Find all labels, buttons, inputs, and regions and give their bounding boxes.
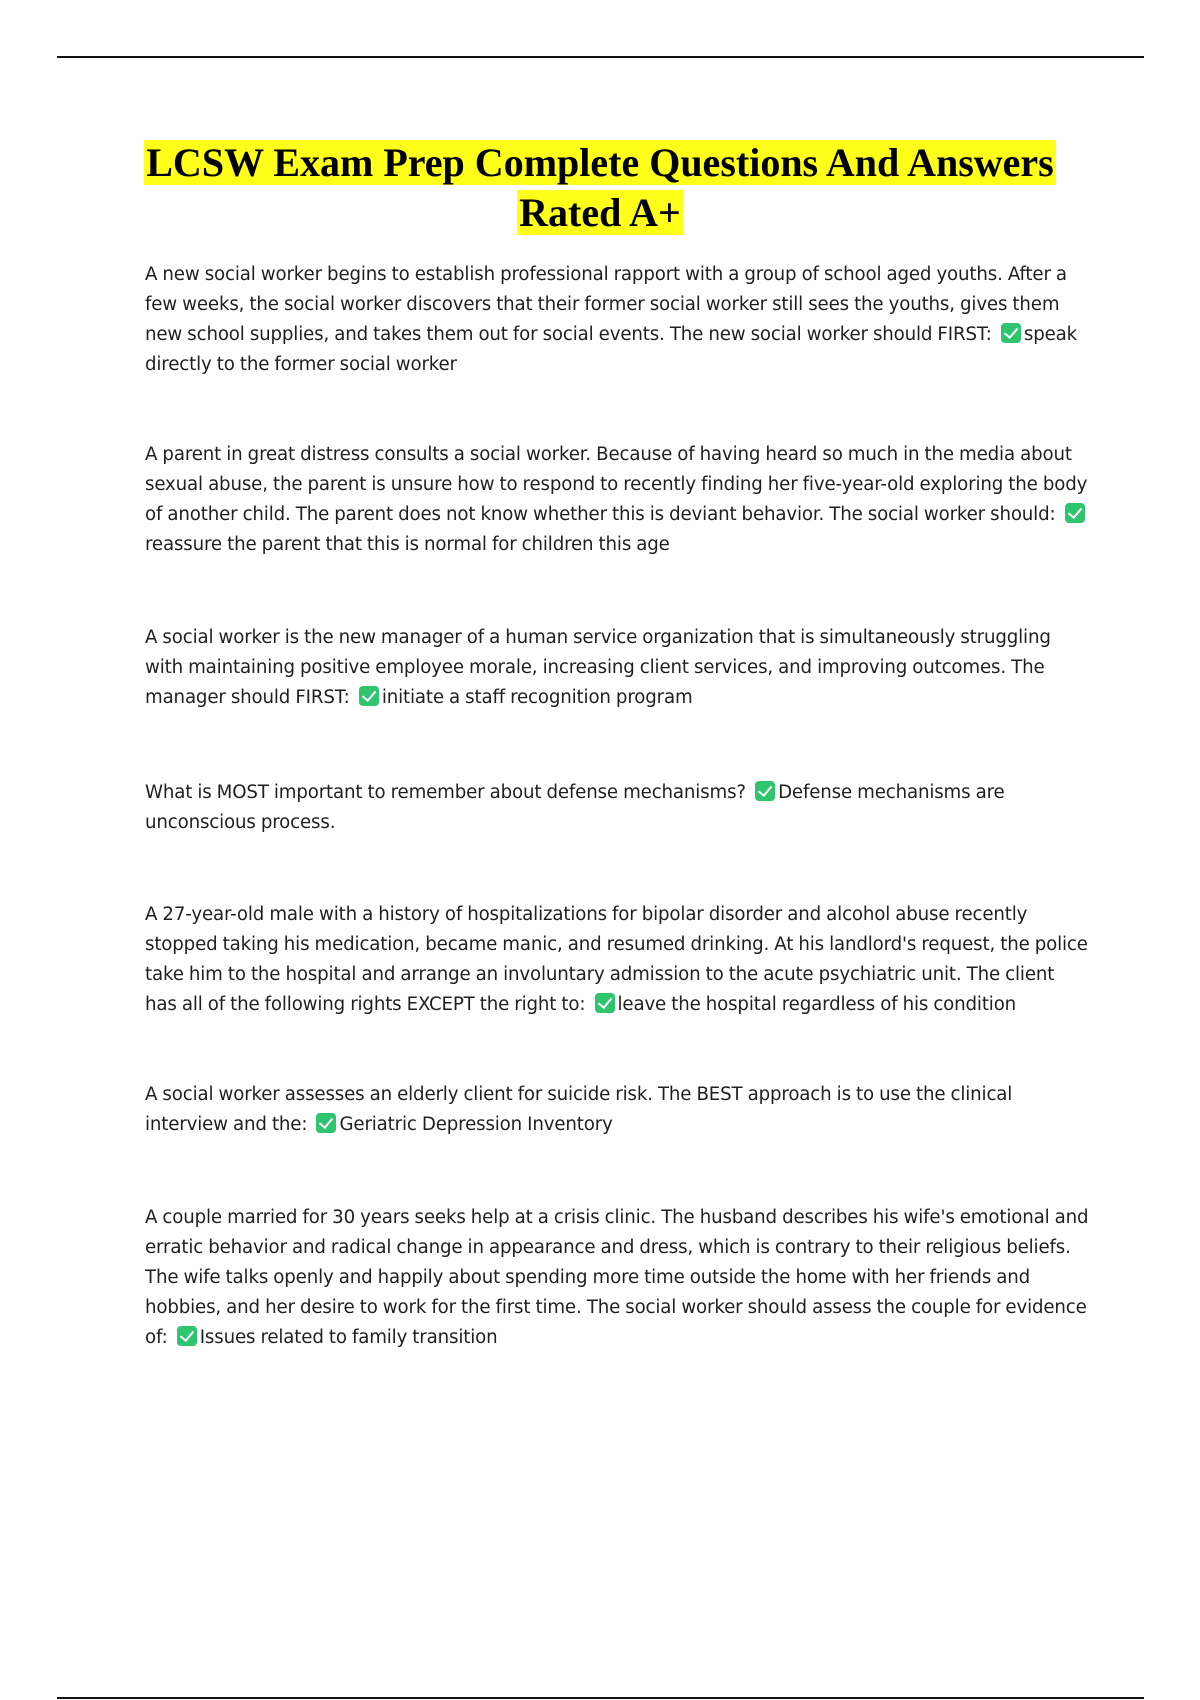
- check-mark-icon: [316, 1113, 336, 1133]
- question-text: What is MOST important to remember about defense mechanisms?: [145, 782, 746, 803]
- question-text: A new social worker begins to establish professional rapport with a group of school aged youths. After a few weeks, the social worker discovers that their former social worker still sees the youths, gives them new school supplies, and takes them out for social events. The new social worker should FIRST:: [145, 264, 1067, 345]
- check-mark-icon: [1001, 323, 1021, 343]
- title-line-2: Rated A+: [519, 190, 681, 235]
- qa-item: [145, 1203, 1090, 1353]
- answer-text: speak directly to the former social worker: [145, 324, 1078, 375]
- check-mark-icon: [359, 686, 379, 706]
- title-line-1: LCSW Exam Prep Complete Questions And Answers: [146, 140, 1054, 185]
- qa-item: [145, 440, 1090, 560]
- qa-item: [145, 778, 1090, 838]
- document-title: [100, 138, 1100, 238]
- qa-item: [145, 900, 1090, 1020]
- question-text: A parent in great distress consults a social worker. Because of having heard so much in the media about sexual abuse, the parent is unsure how to respond to recently finding her five-year-old exploring the body of another child. The parent does not know whether this is deviant behavior. The social worker should:: [145, 444, 1088, 525]
- answer-text: Defense mechanisms are unconscious process.: [145, 782, 1005, 833]
- check-mark-icon: [177, 1326, 197, 1346]
- check-mark-icon: [595, 993, 615, 1013]
- answer-text: leave the hospital regardless of his condition: [617, 994, 1017, 1015]
- answer-text: Issues related to family transition: [199, 1327, 498, 1348]
- question-text: A social worker is the new manager of a human service organization that is simultaneously struggling with maintaining positive employee morale, increasing client services, and improving outcomes. The manager should FIRST:: [145, 627, 1051, 708]
- check-mark-icon: [755, 781, 775, 801]
- bottom-rule: [57, 1697, 1144, 1699]
- answer-text: reassure the parent that this is normal for children this age: [145, 534, 670, 555]
- question-text: A couple married for 30 years seeks help at a crisis clinic. The husband describes his wife's emotional and erratic behavior and radical change in appearance and dress, which is contrary to their religious beliefs. The wife talks openly and happily about spending more time outside the home with her friends and hobbies, and her desire to work for the first time. The social worker should assess the couple for evidence of:: [145, 1207, 1089, 1348]
- question-text: A social worker assesses an elderly client for suicide risk. The BEST approach is to use the clinical interview and the:: [145, 1084, 1013, 1135]
- qa-item: [145, 260, 1090, 380]
- answer-text: Geriatric Depression Inventory: [339, 1114, 613, 1135]
- qa-item: [145, 1080, 1090, 1140]
- answer-text: initiate a staff recognition program: [381, 687, 693, 708]
- check-mark-icon: [1065, 503, 1085, 523]
- question-text: A 27-year-old male with a history of hospitalizations for bipolar disorder and alcohol abuse recently stopped taking his medication, became manic, and resumed drinking. At his landlord's request, the police take him to the hospital and arrange an involuntary admission to the acute psychiatric unit. The client has all of the following rights EXCEPT the right to:: [145, 904, 1088, 1015]
- qa-item: [145, 623, 1090, 713]
- top-rule: [57, 56, 1144, 58]
